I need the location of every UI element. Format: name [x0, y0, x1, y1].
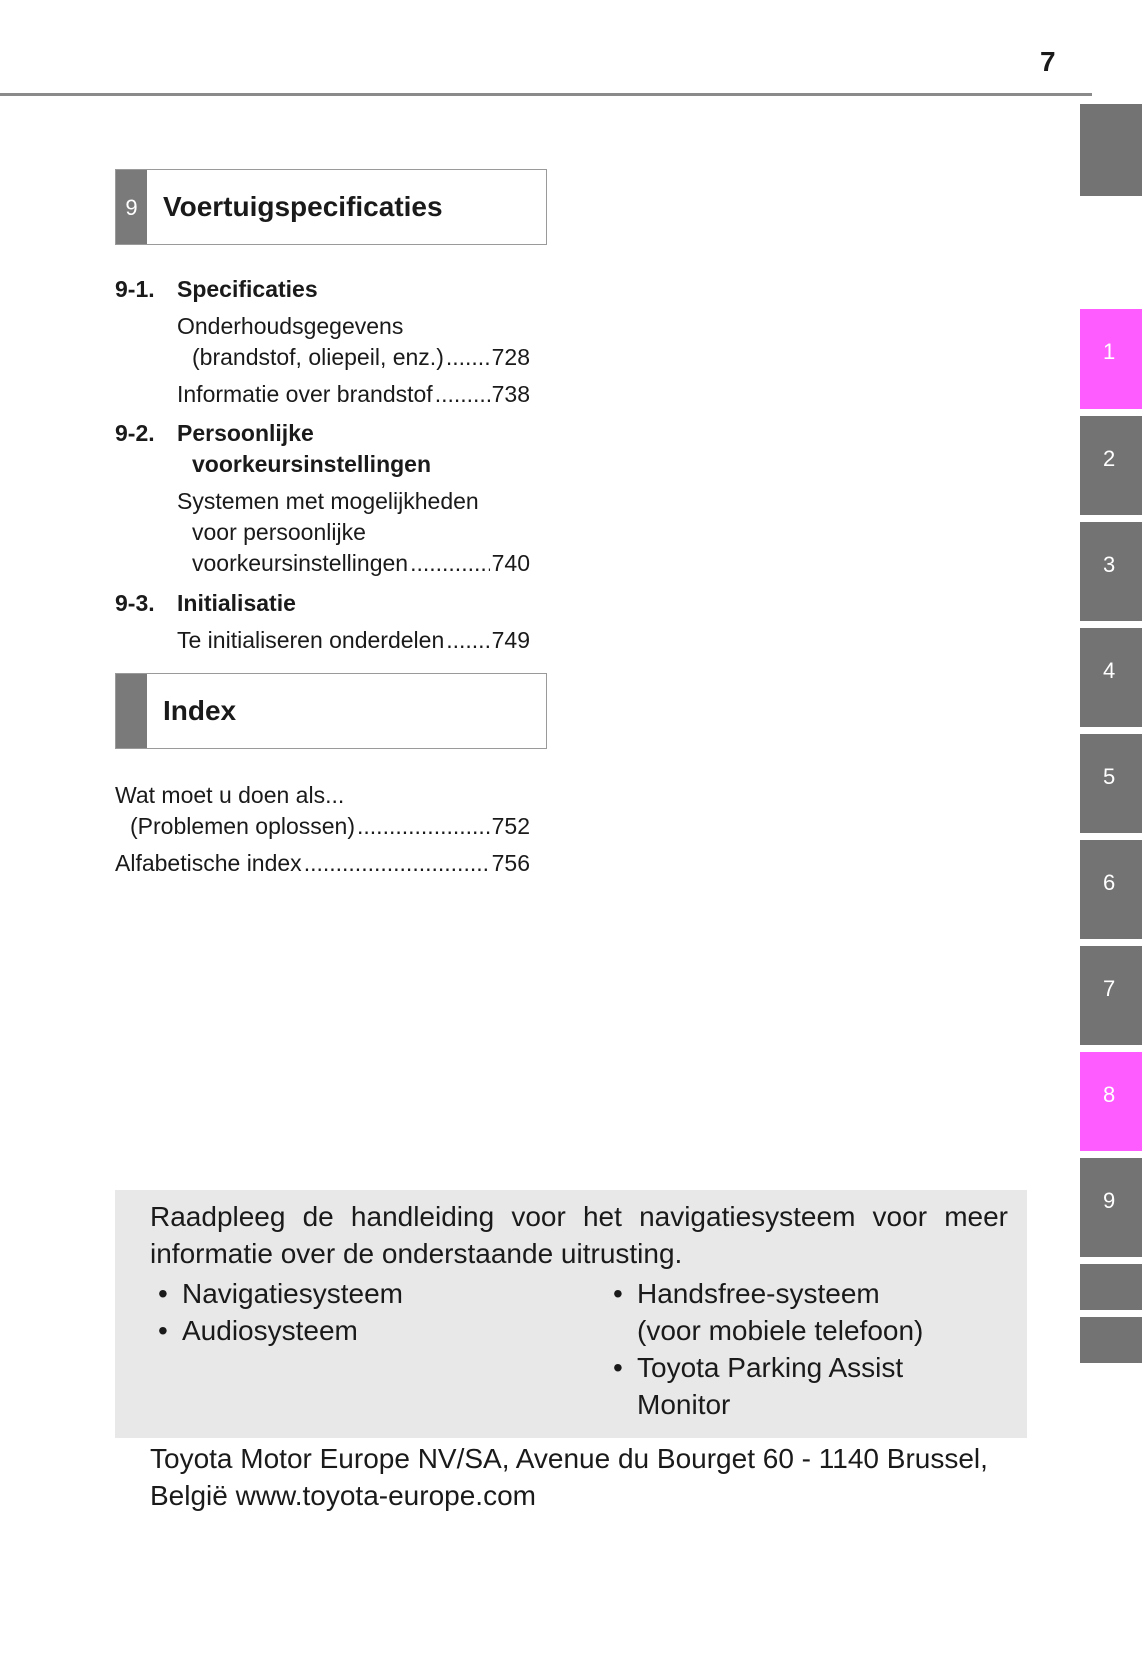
index-entry-text: (Problemen oplossen) — [130, 813, 356, 839]
list-item-line: (voor mobiele telefoon) — [637, 1315, 924, 1346]
chapter-tab-1[interactable] — [1080, 309, 1142, 409]
dot-leader — [357, 813, 490, 840]
toc-9-2-heading[interactable] — [115, 420, 314, 447]
toc-page: 740 — [491, 550, 530, 576]
tab-label: 1 — [1103, 339, 1116, 364]
dot-leader — [304, 850, 490, 877]
toc-title-continued[interactable]: voorkeursinstellingen — [192, 451, 432, 477]
info-list-left — [150, 1275, 403, 1349]
toc-number: 9-2. — [115, 420, 155, 446]
toc-title: Specificaties — [177, 276, 318, 302]
publisher-address: Toyota Motor Europe NV/SA, Avenue du Bourget 60 - 1140 Brussel, België www.toyota-europe.com — [150, 1443, 988, 1511]
section-heading-9 — [115, 169, 547, 245]
list-item-line: Toyota Parking Assist — [637, 1352, 904, 1383]
index-page: 752 — [491, 813, 530, 839]
tab-label: 3 — [1103, 552, 1116, 577]
section-title: Voertuigspecificaties — [163, 191, 443, 222]
index-entry-text: Alfabetische index — [115, 850, 302, 876]
tab-label: 8 — [1103, 1082, 1116, 1107]
chapter-tab-7[interactable] — [1080, 946, 1142, 1045]
tab-label: 5 — [1103, 764, 1116, 789]
chapter-tab-8[interactable] — [1080, 1052, 1142, 1151]
chapter-tab-3[interactable] — [1080, 522, 1142, 621]
section-number: 9 — [116, 170, 147, 244]
section-title: Index — [163, 695, 237, 726]
toc-number: 9-3. — [115, 590, 155, 616]
list-item-line: Handsfree-systeem — [637, 1278, 880, 1309]
tab-label: 4 — [1103, 658, 1116, 683]
info-lead-text: Raadpleeg de handleiding voor het navigatiesysteem voor meer informatie over de onderstaande uitrusting. — [150, 1201, 1008, 1269]
info-list-right — [605, 1275, 923, 1423]
chapter-tab-9[interactable] — [1080, 1158, 1142, 1257]
list-item — [605, 1349, 923, 1423]
chapter-tab-top[interactable] — [1080, 104, 1142, 196]
list-item-line: Monitor — [637, 1389, 731, 1420]
list-item: • Navigatiesysteem — [150, 1275, 403, 1312]
dot-leader — [410, 550, 490, 577]
page-number: 7 — [1040, 46, 1056, 77]
toc-title: Persoonlijke — [177, 420, 314, 446]
dot-leader — [446, 344, 490, 371]
section-heading-index — [115, 673, 547, 749]
top-rule — [0, 93, 1092, 96]
chapter-tab-extra-2[interactable] — [1080, 1317, 1142, 1363]
toc-9-1-heading[interactable] — [115, 276, 318, 303]
toc-9-3-heading[interactable] — [115, 590, 296, 617]
toc-entry-initialize[interactable] — [177, 627, 530, 654]
dot-leader — [435, 381, 490, 408]
toc-title: Initialisatie — [177, 590, 296, 616]
list-item — [605, 1275, 923, 1349]
toc-page: 728 — [491, 344, 530, 370]
tab-label: 7 — [1103, 976, 1116, 1001]
toc-page: 738 — [491, 381, 530, 407]
chapter-tab-4[interactable] — [1080, 628, 1142, 727]
index-entry-line[interactable]: Wat moet u doen als... — [115, 782, 345, 808]
toc-entry-text: Informatie over brandstof — [177, 381, 433, 407]
toc-number: 9-1. — [115, 276, 155, 302]
chapter-tab-5[interactable] — [1080, 734, 1142, 833]
toc-page: 749 — [491, 627, 530, 653]
toc-entry-text: voorkeursinstellingen — [192, 550, 409, 576]
toc-entry-fuel[interactable] — [177, 381, 530, 408]
toc-entry-maintenance[interactable] — [192, 344, 530, 371]
tab-label: 9 — [1103, 1188, 1116, 1213]
toc-entry-personal-settings[interactable] — [192, 550, 530, 577]
index-entry-troubleshoot[interactable] — [130, 813, 530, 840]
toc-entry-line[interactable]: voor persoonlijke — [192, 519, 366, 545]
navigation-info-box — [115, 1190, 1027, 1438]
chapter-tab-2[interactable] — [1080, 416, 1142, 515]
list-item: • Audiosysteem — [150, 1312, 403, 1349]
dot-leader — [446, 627, 489, 654]
tab-label: 2 — [1103, 446, 1116, 471]
tab-label: 6 — [1103, 870, 1116, 895]
toc-entry-line[interactable]: Onderhoudsgegevens — [177, 313, 404, 339]
toc-entry-text: (brandstof, oliepeil, enz.) — [192, 344, 444, 370]
index-entry-alphabetical[interactable] — [115, 850, 530, 877]
section-number-blank — [116, 674, 147, 748]
toc-entry-text: Te initialiseren onderdelen — [177, 627, 445, 653]
chapter-tab-6[interactable] — [1080, 840, 1142, 939]
index-page: 756 — [491, 850, 530, 876]
toc-entry-line[interactable]: Systemen met mogelijkheden — [177, 488, 479, 514]
chapter-tab-extra-1[interactable] — [1080, 1264, 1142, 1310]
